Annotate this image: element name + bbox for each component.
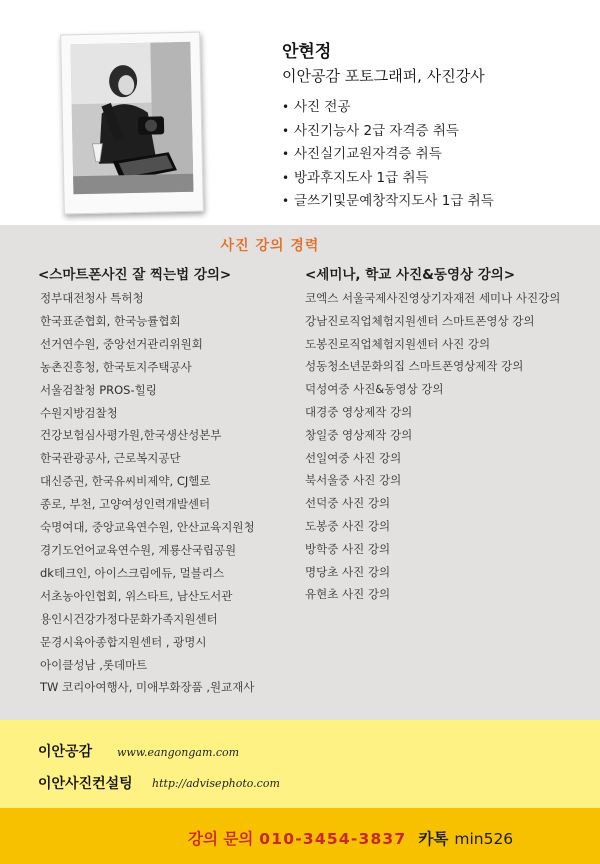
profile-section [0,0,600,225]
list-item: 덕성여중 사진&동영상 강의 [305,382,444,397]
list-item: 코엑스 서울국제사진영상기자재전 세미나 사진강의 [305,291,561,305]
photographer-photo-illustration [70,42,193,194]
smartphone-lecture-title: <스마트폰사진 잘 찍는법 강의> [38,267,232,283]
contact-line [188,827,513,849]
brand-name-advisephoto: 이안사진컨설팅 [38,776,133,792]
qualification-item: • 사진기능사 2급 자격증 취득 [282,120,494,144]
list-item: 선일여중 사진 강의 [305,450,402,465]
qualification-list [282,96,494,214]
list-item: TW 코리아여행사, 미애부화장품 ,원교재사 [40,680,255,695]
contact-phone-number[interactable]: 010-3454-3837 [259,830,407,848]
qualification-item: • 사진 전공 [282,96,494,120]
list-item: 수원지방검찰청 [40,405,118,420]
bullet-icon: • [282,123,290,138]
list-item: dk테크인, 아이스크림에듀, 멀블리스 [40,565,225,580]
smartphone-lecture-column [38,263,255,699]
qualification-item: • 방과후지도사 1급 취득 [282,167,494,191]
bullet-icon: • [282,194,290,209]
list-item: 도봉중 사진 강의 [305,518,391,533]
seminar-lecture-list [305,287,560,606]
smartphone-lecture-list [40,287,255,699]
contact-label: 강의 문의 [188,830,254,848]
career-section [0,225,600,720]
list-item: 서초농아인협회, 위스타트, 남산도서관 [40,588,233,603]
list-item: 서울검찰청 PROS-힐링 [40,382,157,397]
list-item: 용인시건강가정다문화가족지원센터 [40,611,218,626]
brand-name-eangongam: 이안공감 [38,744,93,760]
career-heading: 사진 강의 경력 [220,238,320,254]
list-item: 북서울중 사진 강의 [305,473,402,488]
contact-bar [0,808,600,864]
list-item: 종로, 부천, 고양여성인력개발센터 [40,497,211,512]
bullet-icon: • [282,100,290,114]
list-item: 한국표준협회, 한국능률협회 [40,313,181,328]
brand-footer [0,720,600,808]
profile-photo [70,42,193,194]
list-item: 성동청소년문화의집 스마트폰영상제작 강의 [305,359,524,374]
list-item: 정부대전청사 특허청 [40,291,144,305]
list-item: 창일중 영상제작 강의 [305,427,413,442]
list-item: 건강보험심사평가원,한국생산성본부 [40,428,222,443]
list-item: 아이클성남 ,롯데마트 [40,657,148,672]
list-item: 방학중 사진 강의 [305,541,391,556]
seminar-lecture-column [305,263,560,606]
list-item: 명당초 사진 강의 [305,564,391,579]
list-item: 농촌진흥청, 한국토지주택공사 [40,359,192,374]
profile-photo-frame [60,32,204,215]
qualification-item: • 글쓰기및문예창작지도사 1급 취득 [282,190,494,214]
seminar-lecture-title: <세미나, 학교 사진&동영상 강의> [305,267,516,283]
list-item: 선거연수원, 중앙선거관리위원회 [40,336,203,351]
list-item: 한국관광공사, 근로복지공단 [40,451,181,466]
eangongam-url-link[interactable]: www.eangongam.com [117,746,240,759]
list-item: 문경시육아종합지원센터 , 광명시 [40,634,207,649]
list-item: 유현초 사진 강의 [305,587,391,602]
bullet-icon: • [282,170,290,185]
qualification-item: • 사진실기교원자격증 취득 [282,143,494,167]
list-item: 숙명여대, 중앙교육연수원, 안산교육지원청 [40,520,255,535]
kakao-id: min526 [454,830,514,848]
list-item: 도봉진로직업체험지원센터 사진 강의 [305,336,491,351]
list-item: 선덕중 사진 강의 [305,496,391,511]
list-item: 경기도언어교육연수원, 계룡산국립공원 [40,542,237,557]
advisephoto-url-link[interactable]: http://advisephoto.com [152,777,280,790]
list-item: 대경중 영상제작 강의 [305,404,413,419]
list-item: 대신증권, 한국유씨비제약, CJ헬로 [40,474,211,489]
profile-job-title: 이안공감 포토그래퍼, 사진강사 [282,67,485,85]
profile-name: 안현정 [282,42,332,62]
bullet-icon: • [282,147,290,162]
kakao-label: 카톡 [418,830,449,848]
list-item: 강남진로직업체험지원센터 스마트폰영상 강의 [305,313,535,328]
